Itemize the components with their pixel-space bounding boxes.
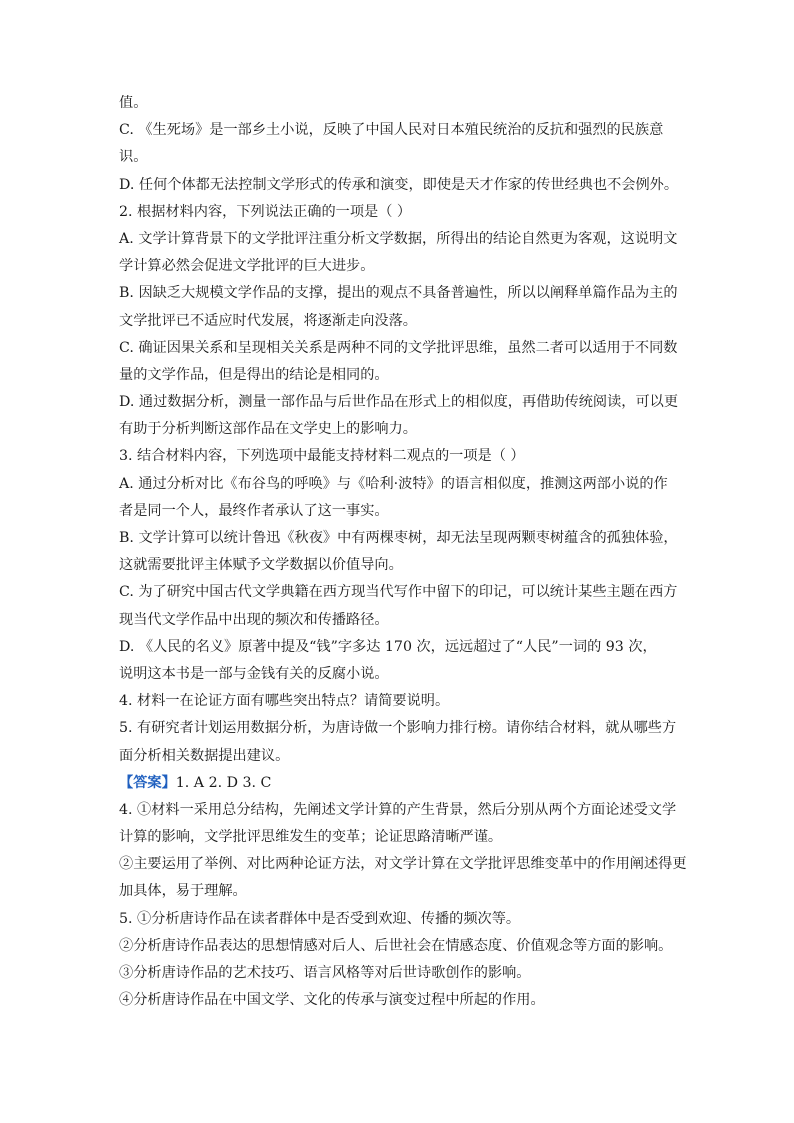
text-line: 面分析相关数据提出建议。 [119, 747, 290, 764]
answer-5-point-2: ②分析唐诗作品表达的思想情感对后人、后世社会在情感态度、价值观念等方面的影响。 [119, 937, 673, 954]
option-d-line: D. 《人民的名义》原著中提及“钱”字多达 170 次，远远超过了“人民”一词的 93 次， [119, 638, 657, 655]
option-a-line: A. 文学计算背景下的文学批评注重分析文学数据，所得出的结论自然更为客观，这说明文 [119, 230, 678, 247]
text-line: 值。 [119, 95, 148, 111]
option-b-line: B. 文学计算可以统计鲁迅《秋夜》中有两棵枣树，却无法呈现两颗枣树蕴含的孤独体验， [119, 530, 678, 546]
text-line: 量的文学作品，但是得出的结论是相同的。 [119, 366, 389, 383]
question-2: 2. 根据材料内容，下列说法正确的一项是（ ） [119, 203, 412, 220]
text-line: 有助于分析判断这部作品在文学史上的影响力。 [119, 421, 417, 438]
option-a-line: A. 通过分析对比《布谷鸟的呼唤》与《哈利·波特》的语言相似度，推测这两部小说的作 [119, 475, 668, 492]
option-d-line: D. 任何个体都无法控制文学形式的传承和演变，即使是天才作家的传世经典也不会例外。 [119, 176, 679, 193]
text-line: 计算的影响，文学批评思维发生的变革；论证思路清晰严谨。 [119, 829, 503, 846]
option-c-line: C. 确证因果关系和呈现相关关系是两种不同的文学批评思维，虽然二者可以适用于不同数 [119, 339, 678, 356]
option-b-line: B. 因缺乏大规模文学作品的支撑，提出的观点不具备普遍性，所以以阐释单篇作品为主的 [119, 285, 678, 302]
answer-4-line: 4. ①材料一采用总分结构，先阐述文学计算的产生背景，然后分别从两个方面论述受文学 [119, 801, 677, 818]
answer-5-point-1: 5. ①分析唐诗作品在读者群体中是否受到欢迎、传播的频次等。 [119, 910, 521, 927]
text-line: 文学批评已不适应时代发展，将逐渐走向没落。 [119, 312, 417, 329]
text-line: 现当代文学作品中出现的频次和传播路径。 [119, 611, 389, 628]
text-line: 说明这本书是一部与金钱有关的反腐小说。 [119, 665, 389, 682]
text-line: 者是同一个人，最终作者承认了这一事实。 [119, 502, 389, 519]
answer-4-point-2: ②主要运用了举例、对比两种论证方法，对文学计算在文学批评思维变革中的作用阐述得更 [119, 856, 687, 873]
text-line: 识。 [119, 149, 148, 166]
document-body [119, 90, 687, 1014]
text-line: 这就需要批评主体赋予文学数据以价值导向。 [119, 557, 403, 574]
question-5: 5. 有研究者计划运用数据分析，为唐诗做一个影响力排行榜。请你结合材料，就从哪些方 [119, 720, 677, 737]
answer-choices: 1. A 2. D 3. C [175, 774, 272, 791]
question-3: 3. 结合材料内容，下列选项中最能支持材料二观点的一项是（ ） [119, 448, 525, 465]
option-c-line: C. 《生死场》是一部乡土小说，反映了中国人民对日本殖民统治的反抗和强烈的民族意 [119, 122, 664, 139]
option-c-line: C. 为了研究中国古代文学典籍在西方现当代写作中留下的印记，可以统计某些主题在西方 [119, 584, 678, 601]
answer-line [119, 770, 679, 797]
text-line: 学计算必然会促进文学批评的巨大进步。 [119, 258, 375, 275]
text-line: 加具体，易于理解。 [119, 883, 247, 900]
answer-5-point-4: ④分析唐诗作品在中国文学、文化的传承与演变过程中所起的作用。 [119, 992, 545, 1009]
answer-5-point-3: ③分析唐诗作品的艺术技巧、语言风格等对后世诗歌创作的影响。 [119, 965, 531, 981]
option-d-line: D. 通过数据分析，测量一部作品与后世作品在形式上的相似度，再借助传统阅读，可以更 [119, 394, 679, 411]
question-4: 4. 材料一在论证方面有哪些突出特点？请简要说明。 [119, 693, 450, 710]
answer-tag: 【答案】 [119, 774, 176, 791]
